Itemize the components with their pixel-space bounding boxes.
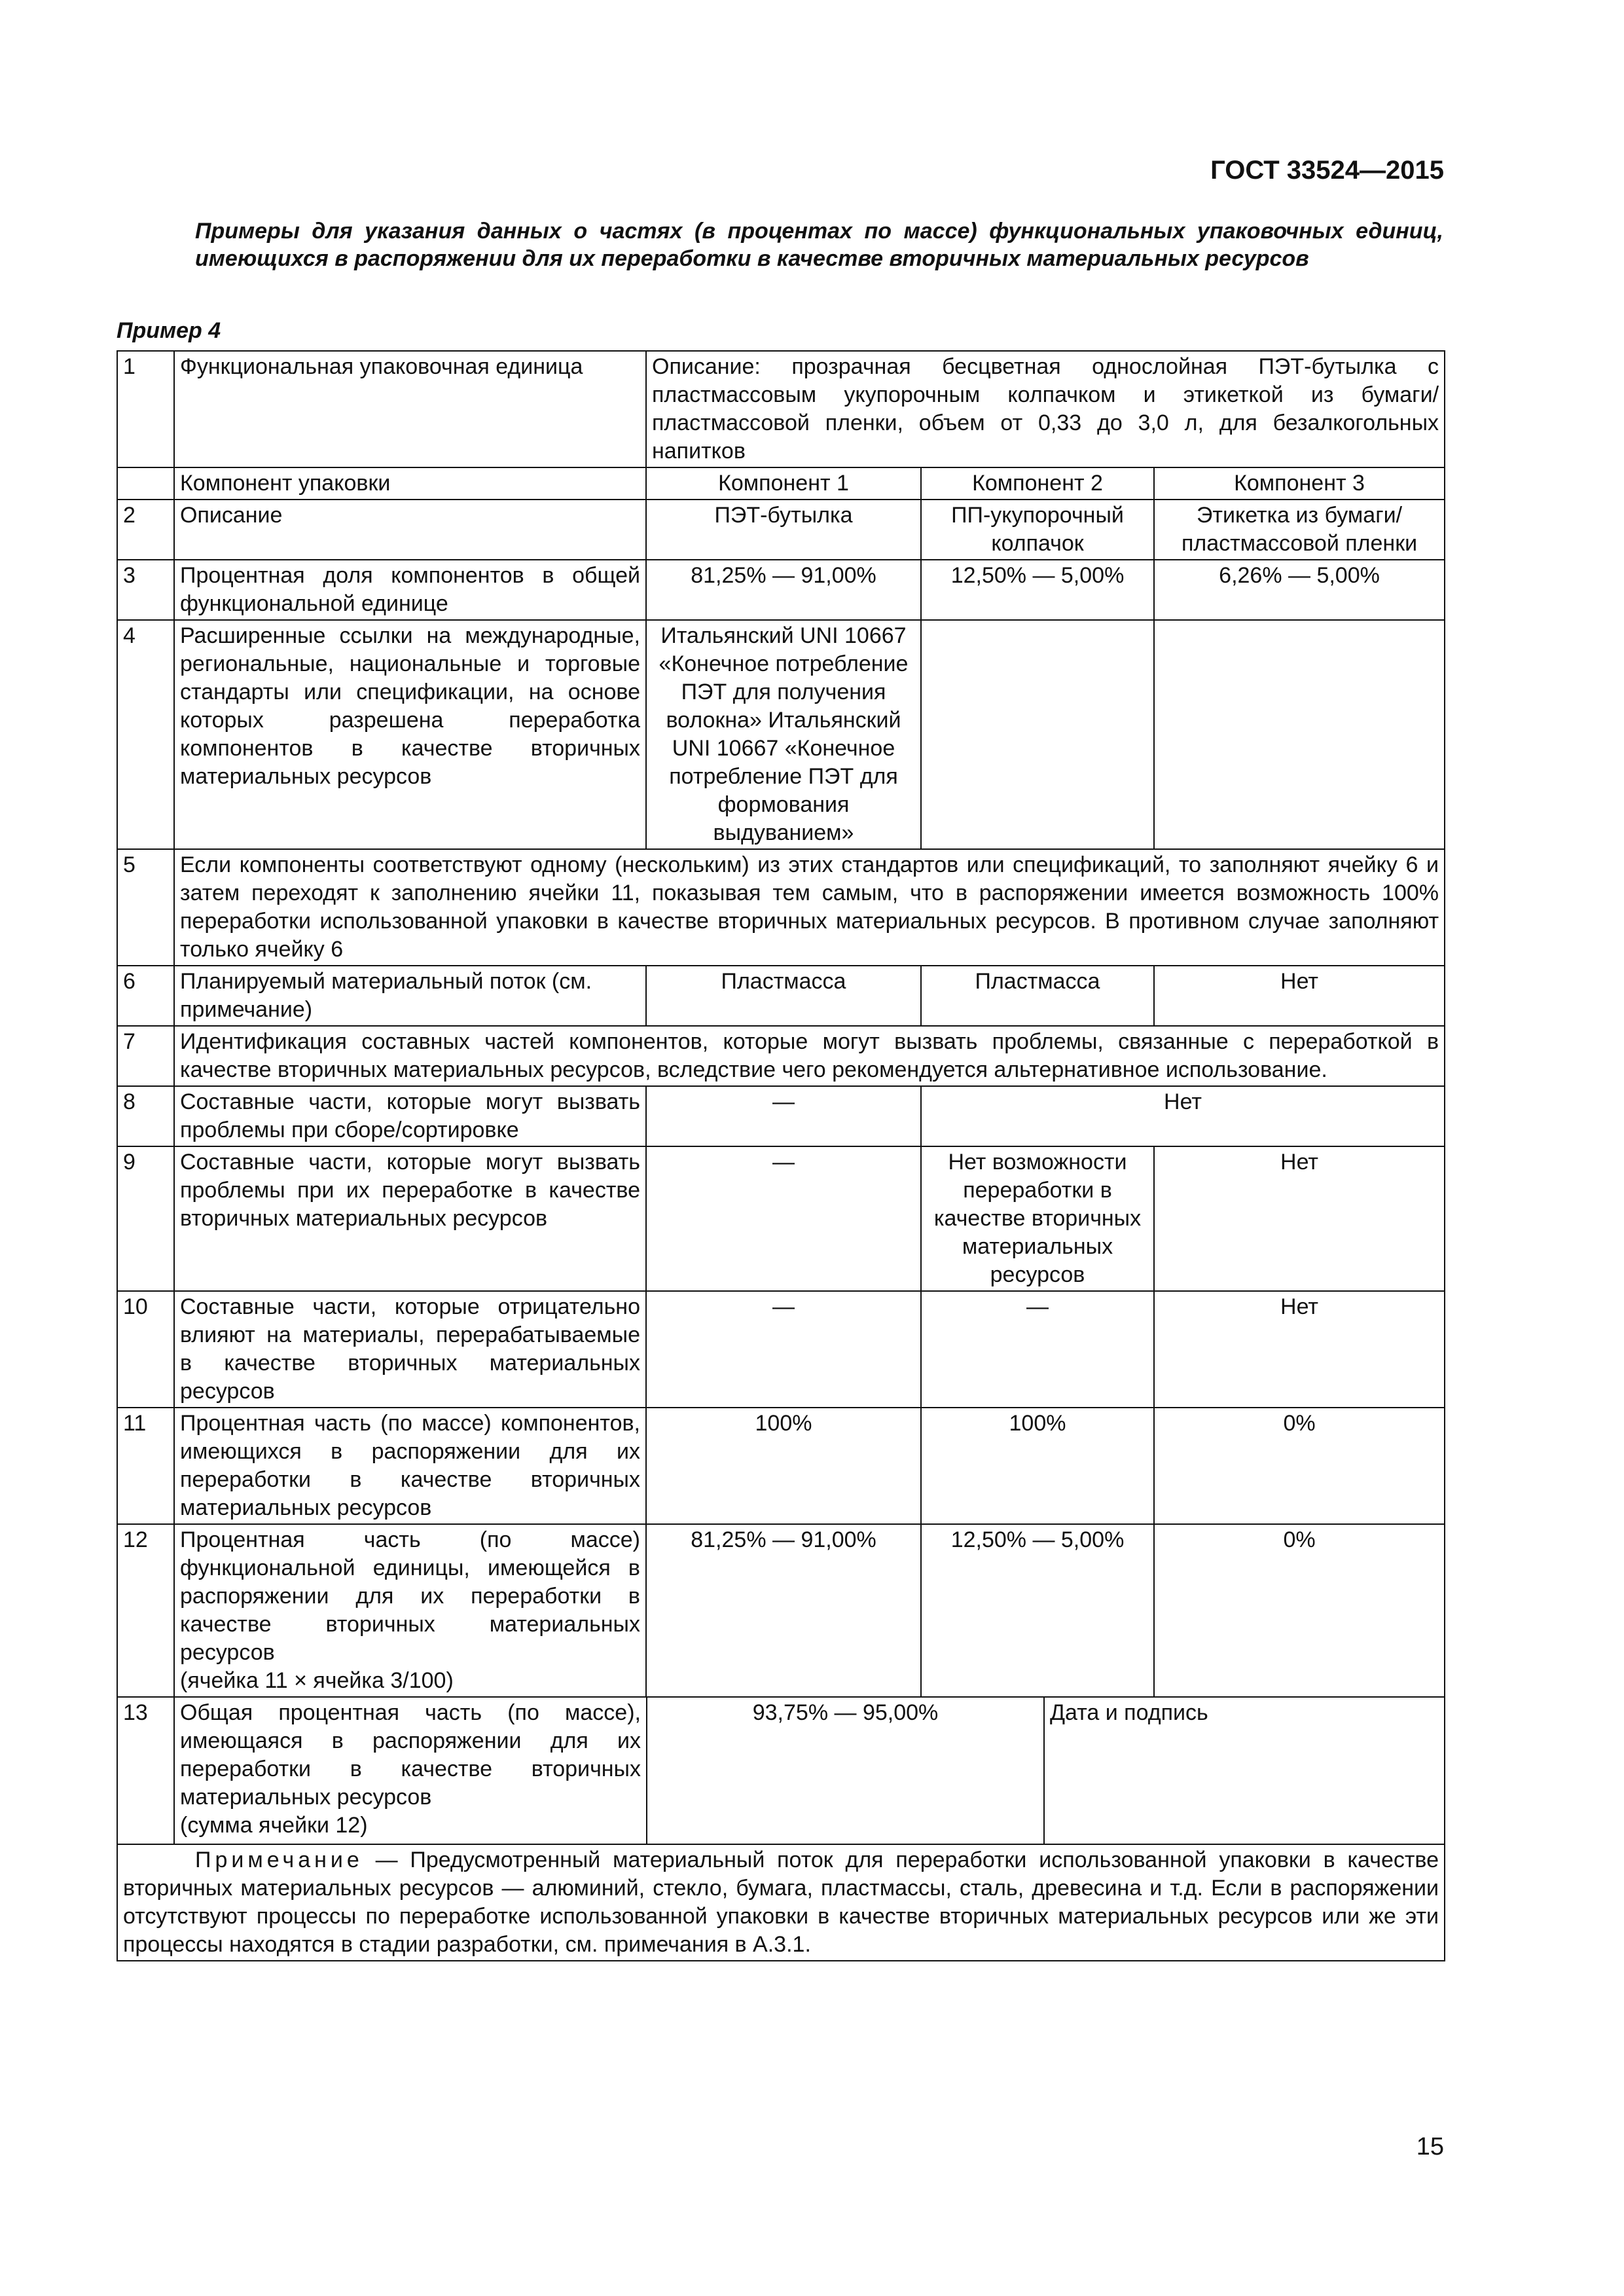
- cell-component-3: 6,26% — 5,00%: [1154, 560, 1445, 620]
- row-number: 1: [117, 351, 174, 467]
- row-number: 8: [117, 1086, 174, 1146]
- row-label: Процентная часть (по массе) компонентов, имеющихся в распоряжении для их переработки в качестве вторичных материальных ресурсов: [174, 1408, 646, 1524]
- instruction-text: Если компоненты соответствуют одному (нескольким) из этих стандартов или спецификаций, то заполняют ячейку 6 и затем переходят к заполнению ячейки 11, показывая тем самым, что в распоряжении имеется возможность 100% переработки использованной упаковки в качестве вторичных материальных ресурсов. В противном случае заполняют только ячейку 6: [174, 849, 1445, 966]
- row-label: [175, 1698, 647, 1844]
- component-1-header: Компонент 1: [646, 467, 921, 500]
- row-label: Составные части, которые могут вызвать проблемы при их переработке в качестве вторичных материальных ресурсов: [174, 1146, 646, 1291]
- cell-component-3: Нет: [1154, 1146, 1445, 1291]
- row-label: Составные части, которые отрицательно влияют на материалы, перерабатываемые в качестве вторичных материальных ресурсов: [174, 1291, 646, 1408]
- cell-components-2-3: Нет: [921, 1086, 1445, 1146]
- row-label: Компонент упаковки: [174, 467, 646, 500]
- cell-component-1: 81,25% — 91,00%: [646, 560, 921, 620]
- cell-component-2: 12,50% — 5,00%: [921, 1524, 1154, 1697]
- cell-component-2: 12,50% — 5,00%: [921, 560, 1154, 620]
- cell-component-3: 0%: [1154, 1524, 1445, 1697]
- page-number: 15: [1416, 2133, 1444, 2160]
- cell-component-3: 0%: [1154, 1408, 1445, 1524]
- cell-component-2: —: [921, 1291, 1154, 1408]
- cell-component-3: Этикетка из бумаги/пластмассовой пленки: [1154, 500, 1445, 560]
- row-number: 5: [117, 849, 174, 966]
- row-label: Описание: [174, 500, 646, 560]
- row-label-text: Процентная часть (по массе) функциональной единицы, имеющейся в распоряжении для их переработки в качестве вторичных материальных ресурсов: [180, 1527, 640, 1665]
- cell-component-1: 100%: [646, 1408, 921, 1524]
- instruction-text: Идентификация составных частей компонентов, которые могут вызвать проблемы, связанные с переработкой в качестве вторичных материальных ресурсов, вследствие чего рекомендуется альтернативное использование.: [174, 1026, 1445, 1086]
- total-value: 93,75% — 95,00%: [647, 1698, 1044, 1844]
- row-number: 12: [117, 1524, 174, 1697]
- row-number: 11: [117, 1408, 174, 1524]
- example-label: Пример 4: [117, 318, 221, 343]
- table-row-3: [117, 560, 1445, 620]
- table-row-12: [117, 1524, 1445, 1697]
- cell-component-1: Итальянский UNI 10667 «Конечное потребление ПЭТ для получения волокна» Итальянский UNI 10667 «Конечное потребление ПЭТ для формования выдуванием»: [646, 620, 921, 849]
- date-signature-field: Дата и подпись: [1050, 1700, 1208, 1725]
- cell-component-1: —: [646, 1291, 921, 1408]
- row-number: 6: [117, 966, 174, 1026]
- row-number: 9: [117, 1146, 174, 1291]
- table-row-9: [117, 1146, 1445, 1291]
- row-label: Расширенные ссылки на международные, региональные, национальные и торговые стандарты или спецификации, на основе которых разрешена переработка компонентов в качестве вторичных материальных ресурсов: [174, 620, 646, 849]
- total-cell: [174, 1697, 1445, 1844]
- total-subtable: [175, 1698, 1445, 1844]
- standard-number: ГОСТ 33524—2015: [1210, 156, 1444, 185]
- table-row-10: [117, 1291, 1445, 1408]
- cell-component-1: —: [646, 1146, 921, 1291]
- row-label: Процентная доля компонентов в общей функциональной единице: [174, 560, 646, 620]
- table-row-11: [117, 1408, 1445, 1524]
- table-row-components-header: [117, 467, 1445, 500]
- note-lead: Примечание: [195, 1848, 363, 1872]
- cell-component-2: [921, 620, 1154, 849]
- table-row-5: [117, 849, 1445, 966]
- table-row-6: [117, 966, 1445, 1026]
- cell-component-3: [1154, 620, 1445, 849]
- note-text: — Предусмотренный материальный поток для переработки использованной упаковки в качестве вторичных материальных ресурсов — алюминий, стекло, бумага, пластмассы, сталь, древесина и т.д. Если в распоряжении отсутствуют процессы по переработке использованной упаковки в качестве вторичных материальных ресурсов или же эти процессы находятся в стадии разработки, см. примечания в А.3.1.: [123, 1848, 1439, 1957]
- table-row-8: [117, 1086, 1445, 1146]
- cell-component-3: Нет: [1154, 966, 1445, 1026]
- row-number: 2: [117, 500, 174, 560]
- cell-component-3: Нет: [1154, 1291, 1445, 1408]
- table-row-4: [117, 620, 1445, 849]
- row-number: 4: [117, 620, 174, 849]
- cell-component-1: 81,25% — 91,00%: [646, 1524, 921, 1697]
- component-2-header: Компонент 2: [921, 467, 1154, 500]
- table-row-13: [117, 1697, 1445, 1844]
- cell-component-2: Пластмасса: [921, 966, 1154, 1026]
- cell-component-1: ПЭТ-бутылка: [646, 500, 921, 560]
- row-label-formula: (сумма ячейки 12): [180, 1813, 368, 1838]
- row-label: [174, 1524, 646, 1697]
- row-label: Планируемый материальный поток (см. примечание): [174, 966, 646, 1026]
- component-3-header: Компонент 3: [1154, 467, 1445, 500]
- row-number: 13: [117, 1697, 174, 1844]
- row-label: Функциональная упаковочная единица: [174, 351, 646, 467]
- cell-component-2: ПП-укупорочный колпачок: [921, 500, 1154, 560]
- table-row-1: [117, 351, 1445, 467]
- row-label-text: Общая процентная часть (по массе), имеющаяся в распоряжении для их переработки в качестве вторичных материальных ресурсов: [180, 1700, 641, 1810]
- cell-component-1: Пластмасса: [646, 966, 921, 1026]
- row-label: Составные части, которые могут вызвать проблемы при сборе/сортировке: [174, 1086, 646, 1146]
- row-number: 7: [117, 1026, 174, 1086]
- unit-description: Описание: прозрачная бесцветная однослойная ПЭТ-бутылка с пластмассовым укупорочным колпачком и этикеткой из бумаги/пластмассовой пленки, объем от 0,33 до 3,0 л, для безалкогольных напитков: [646, 351, 1445, 467]
- table-row-7: [117, 1026, 1445, 1086]
- table-row-note: [117, 1844, 1445, 1961]
- section-heading: Примеры для указания данных о частях (в процентах по массе) функциональных упаковочных единиц, имеющихся в распоряжении для их переработки в качестве вторичных материальных ресурсов: [195, 219, 1443, 271]
- table-row-2: [117, 500, 1445, 560]
- row-number: 3: [117, 560, 174, 620]
- cell-component-1: —: [646, 1086, 921, 1146]
- note-cell: [117, 1844, 1445, 1961]
- row-label-formula: (ячейка 11 × ячейка 3/100): [180, 1668, 454, 1693]
- row-number: 10: [117, 1291, 174, 1408]
- packaging-data-table: [117, 350, 1445, 1961]
- cell-component-2: 100%: [921, 1408, 1154, 1524]
- cell-component-2: Нет возможности переработки в качестве вторичных материальных ресурсов: [921, 1146, 1154, 1291]
